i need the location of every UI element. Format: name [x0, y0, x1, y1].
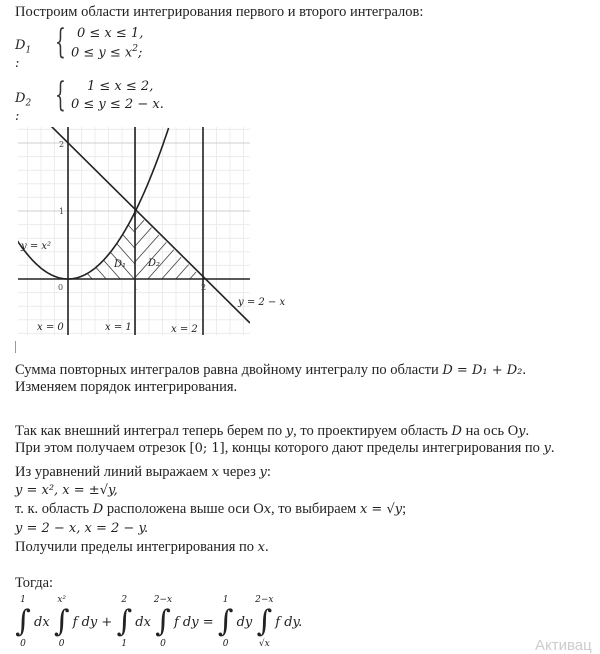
tick-x1: 1 — [133, 283, 139, 292]
d2-row1: 1 ≤ x ≤ 2, — [87, 79, 154, 94]
paragraph-sum: Сумма повторных интегралов равна двойному интегралу по области D = D₁ + D₂. — [15, 362, 527, 378]
paragraph-choose: т. к. область D расположена выше оси Оx, то выбираем x = √y; — [15, 501, 407, 517]
tick-0: 0 — [58, 283, 64, 292]
activation-watermark: Активац — [535, 637, 592, 654]
intro-text: Построим области интегрирования первого и второго интегралов: — [15, 4, 424, 20]
integral-sign: 2−x ∫ √x — [255, 595, 274, 649]
text-cursor — [15, 341, 16, 353]
label-x2: x = 2 — [171, 324, 198, 335]
label-d1: D₁ — [114, 259, 127, 270]
formula-term: dx — [135, 614, 151, 630]
integral-sign: 1 ∫ 0 — [217, 595, 234, 649]
equation-parabola: y = x², x = ±√y, — [15, 483, 118, 498]
hatch-line — [194, 200, 274, 290]
tick-y2: 2 — [59, 140, 65, 149]
tick-x2: 2 — [201, 283, 207, 292]
formula-term: f dy. — [275, 614, 303, 630]
hatch-line — [166, 200, 246, 290]
paragraph-segment: При этом получаем отрезок [0; 1], концы которого дают пределы интегрирования по y. — [15, 440, 555, 456]
line-y-2-minus-x — [50, 125, 250, 323]
paragraph-order: Изменяем порядок интегрирования. — [15, 379, 238, 395]
paragraph-projection: Так как внешний интеграл теперь берем по y, то проектируем область D на ось Оy. — [15, 423, 530, 439]
paragraph-express: Из уравнений линий выражаем x через y: — [15, 464, 271, 480]
hatch-line — [208, 200, 288, 290]
formula-term: dx — [34, 614, 50, 630]
label-d2: D₂ — [148, 258, 161, 269]
formula-term: dy — [236, 614, 253, 630]
integral-sign: 2 ∫ 1 — [116, 595, 133, 649]
formula-term: f dy = — [173, 614, 214, 630]
d1-row2: $0 \le y \le x^2$; — [71, 44, 143, 61]
equation-line: y = 2 − x, x = 2 − y. — [15, 521, 149, 536]
final-formula — [15, 594, 306, 650]
paragraph-then: Тогда: — [15, 575, 54, 591]
label-line: y = 2 − x — [238, 297, 286, 308]
integral-sign: 2−x ∫ 0 — [153, 595, 173, 649]
integral-sign: x² ∫ 0 — [53, 595, 70, 649]
label-x0: x = 0 — [37, 322, 64, 333]
hatch-line — [222, 200, 300, 290]
d1-row1: 0 ≤ x ≤ 1, — [77, 26, 144, 41]
integral-sign: 1 ∫ 0 — [15, 595, 31, 649]
formula-term: f dy + — [72, 614, 113, 630]
paragraph-limits: Получили пределы интегрирования по x. — [15, 539, 269, 555]
parabola-curve — [17, 128, 168, 279]
brace-icon: { — [55, 75, 66, 115]
integration-region-graph — [0, 0, 300, 345]
label-x1: x = 1 — [105, 322, 132, 333]
hatch-line — [180, 200, 260, 290]
d1-label: $D_1$ : — [15, 38, 32, 71]
tick-y1: 1 — [59, 207, 65, 216]
hatch-line — [236, 200, 300, 290]
label-parabola: y = x² — [21, 241, 52, 252]
d2-label: $D_2$ : — [15, 91, 32, 124]
brace-icon: { — [55, 22, 66, 62]
d2-row2: 0 ≤ y ≤ 2 − x. — [71, 97, 164, 112]
